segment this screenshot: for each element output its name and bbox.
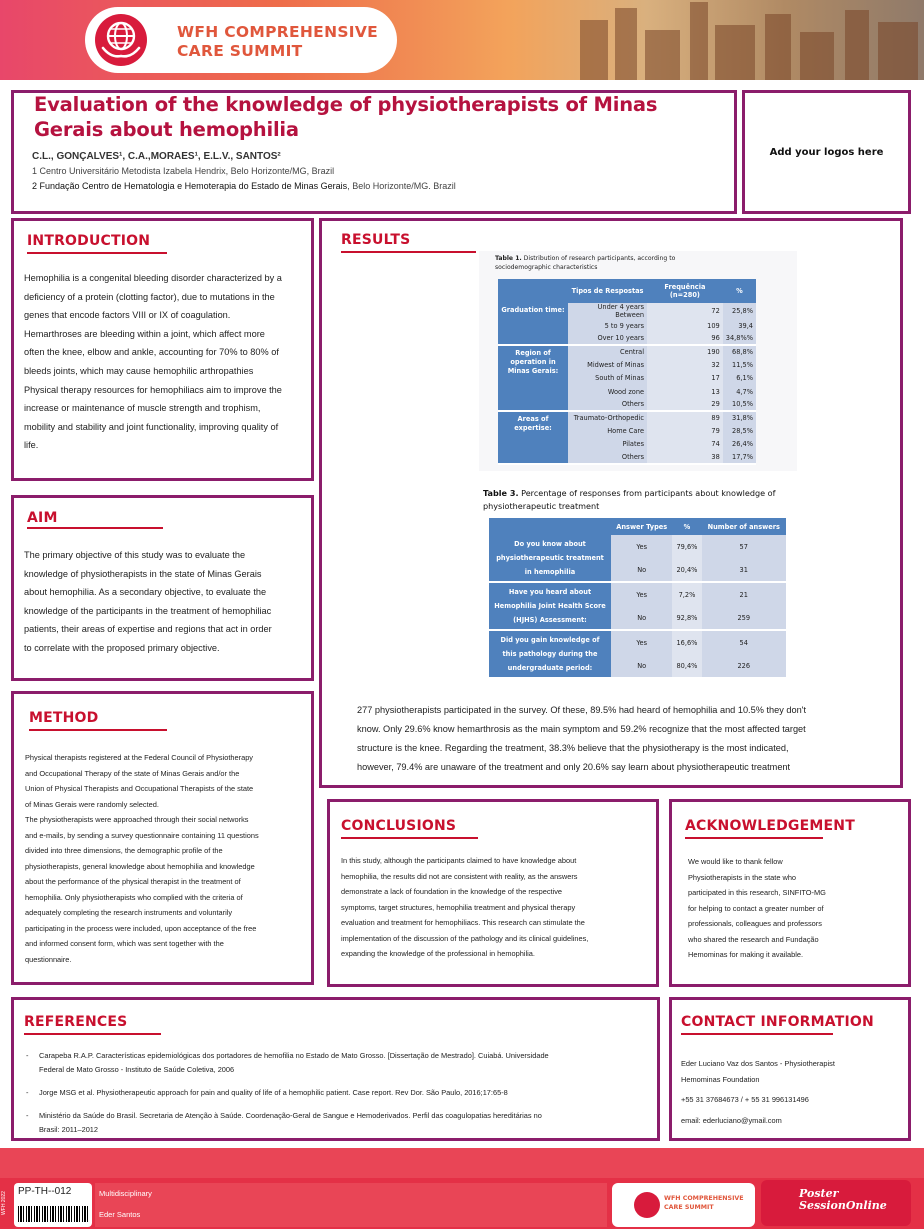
globe-hands-icon <box>634 1192 660 1218</box>
affiliation-1: 1 Centro Universitário Metodista Izabela Hendrix, Belo Horizonte/MG, Brazil <box>32 166 335 176</box>
text-line: participating in the process were included, upon acceptance of the free <box>25 923 257 933</box>
poster-session-line1: Poster <box>799 1187 839 1200</box>
row-group-label: Have you heard about Hemophilia Joint Health Score (HJHS) Assessment: <box>489 582 611 630</box>
conclusions-text <box>341 853 659 962</box>
contact-name: Eder Luciano Vaz dos Santos - Physiotherapist <box>681 1059 835 1068</box>
table-cell: 226 <box>702 654 787 678</box>
text-line: Physiotherapists in the state who <box>688 872 797 882</box>
text-line: 277 physiotherapists participated in the survey. Of these, 89.5% had heard of hemophilia and 10.5% they don't <box>357 705 806 715</box>
text-line: evaluation and treatment for hemophiliacs. This research can stimulate the <box>341 918 585 927</box>
table-cell: 79,6% <box>672 535 701 559</box>
table-cell: Yes <box>611 630 672 654</box>
footer-stripe <box>0 1148 924 1178</box>
footer-bar <box>0 1148 924 1229</box>
table-cell: 20,4% <box>672 559 701 583</box>
heading-underline <box>681 1033 833 1035</box>
text-line: hemophilia, the results did not are consistent with reality, as the answers <box>341 871 578 881</box>
table-cell: 17,7% <box>723 451 756 464</box>
table-cell: 109 <box>647 319 723 332</box>
bullet-icon: - <box>26 1088 29 1097</box>
bullet-icon: - <box>26 1111 29 1120</box>
table-cell: Home Care <box>568 425 647 438</box>
text-line: divided into three dimensions, the demographic profile of the <box>25 846 223 855</box>
aim-section <box>11 495 314 681</box>
affiliation-2 <box>32 181 456 191</box>
footer-summit-line2: CARE SUMMIT <box>664 1204 714 1211</box>
table-cell: 34,8%% <box>723 332 756 345</box>
text-line: and informed consent form, which was sent together with the <box>25 939 224 948</box>
text-line: life. <box>24 440 39 451</box>
table-cell: 39,4 <box>723 319 756 332</box>
table-cell: 190 <box>647 345 723 358</box>
table3-caption-label: Table 3. <box>483 488 519 498</box>
table-row <box>498 411 756 424</box>
method-heading: METHOD <box>29 710 99 726</box>
method-text <box>25 750 315 967</box>
text-line: often the knee, elbow and ankle, accounting for 70% to 80% of <box>24 347 279 358</box>
table-row <box>498 345 756 358</box>
heading-underline <box>341 251 476 253</box>
table-row <box>489 582 786 606</box>
text-line: mobility and stability and joint functionality, improving quality of <box>24 421 279 432</box>
footer-summit-logo <box>612 1183 755 1227</box>
title-box <box>11 90 737 214</box>
table-cell: 28,5% <box>723 425 756 438</box>
text-line: The physiotherapists were approached through their social networks <box>25 815 249 824</box>
table-cell: No <box>611 654 672 678</box>
contact-details <box>681 1056 909 1128</box>
contact-org: Hemominas Foundation <box>681 1074 760 1084</box>
column-header: Number of answers <box>702 518 787 535</box>
text-line: increase or maintenance of muscle strength and trophism, <box>24 403 261 414</box>
category-label: Multidisciplinary <box>99 1189 152 1198</box>
table-cell: Over 10 years <box>568 332 647 345</box>
city-skyline-image <box>560 0 924 80</box>
text-line: demonstrate a lack of foundation in the knowledge of the respective <box>341 887 563 896</box>
text-line: who shared the research and Fundação <box>688 934 819 944</box>
acknowledgement-heading: ACKNOWLEDGEMENT <box>685 818 855 834</box>
summit-logo <box>85 7 397 73</box>
author-label: Eder Santos <box>99 1210 141 1219</box>
table1-caption-label: Table 1. <box>495 255 522 262</box>
side-code: WFH 2022 <box>0 1191 7 1215</box>
table-cell: 11,5% <box>723 359 756 372</box>
reference-line: Federal de Mato Grosso - Instituto de Saúde Coletiva, 2006 <box>39 1065 235 1074</box>
text-line: Hemarthroses are bleeding within a joint, which affect more <box>24 328 265 339</box>
text-line: Physical therapists registered at the Federal Council of Physiotherapy <box>25 753 253 762</box>
table-cell: Central <box>568 345 647 358</box>
contact-email[interactable]: email: ederluciano@ymail.com <box>681 1115 782 1125</box>
references-heading: REFERENCES <box>24 1014 128 1030</box>
table3-caption <box>483 487 775 512</box>
text-line: The primary objective of this study was to evaluate the <box>24 550 246 560</box>
row-group-label: Did you gain knowledge of this pathology during the undergraduate period: <box>489 630 611 678</box>
text-line: Hemominas for making it available. <box>688 950 804 959</box>
text-line: to correlate with the proposed primary objective. <box>24 642 220 653</box>
barcode <box>18 1206 88 1222</box>
table-cell: 96 <box>647 332 723 345</box>
table-cell: 6,1% <box>723 372 756 385</box>
table-cell: Others <box>568 451 647 464</box>
table1 <box>498 279 756 465</box>
text-line: adequately completing the research instruments and voluntarily <box>25 908 233 917</box>
text-line: Physical therapy resources for hemophiliacs aim to improve the <box>24 384 282 395</box>
table-cell: 7,2% <box>672 582 701 606</box>
title-line1: Evaluation of the knowledge of physiotherapists of Minas <box>34 93 658 116</box>
poster-code: PP-TH--012 <box>18 1186 72 1197</box>
table-cell: Midwest of Minas <box>568 359 647 372</box>
text-line: patients, their areas of expertise and regions that act in order <box>24 624 272 635</box>
text-line: know. Only 29.6% know hemarthrosis as the main symptom and 59.2% recognize that the most affected target <box>357 724 806 734</box>
table-row <box>489 535 786 559</box>
table3-caption-line2: physiotherapeutic treatment <box>483 500 600 511</box>
table-cell: 16,6% <box>672 630 701 654</box>
table-cell: South of Minas <box>568 372 647 385</box>
table-cell: 29 <box>647 398 723 411</box>
table3-caption-line1: Percentage of responses from participants about knowledge of <box>518 488 776 498</box>
table-cell: 10,5% <box>723 398 756 411</box>
table-cell: Pilates <box>568 438 647 451</box>
table-row <box>489 630 786 654</box>
text-line: physiotherapists, general knowledge about hemophilia and knowledge <box>25 861 255 871</box>
poster-title <box>34 92 657 142</box>
text-line: and Occupational Therapy of the state of Minas Gerais and/or the <box>25 768 240 778</box>
introduction-section <box>11 218 314 481</box>
table-cell: 26,4% <box>723 438 756 451</box>
summit-name-line1: WFH COMPREHENSIVE <box>177 23 379 41</box>
text-line: questionnaire. <box>25 954 72 964</box>
table-header-row <box>498 279 756 303</box>
table-cell: 54 <box>702 630 787 654</box>
references-list <box>24 1049 654 1146</box>
contact-phone: +55 31 37684673 / + 55 31 996131496 <box>681 1095 809 1104</box>
reference-line: Ministério da Saúde do Brasil. Secretaria de Atenção à Saúde. Coordenação-Geral de Sangue e Hemoderivados. Perfil das coagulopatias hereditárias no <box>39 1111 542 1120</box>
title-line2: Gerais about hemophilia <box>34 118 299 141</box>
text-line: In this study, although the participants claimed to have knowledge about <box>341 856 577 865</box>
text-line: and e-mails, by sending a survey questionnaire containing 11 questions <box>25 830 259 840</box>
table-cell: 80,4% <box>672 654 701 678</box>
heading-underline <box>341 837 478 839</box>
table-cell: No <box>611 559 672 583</box>
table-cell: 4,7% <box>723 385 756 398</box>
table-cell: 21 <box>702 582 787 606</box>
text-line: about hemophilia. As a secondary objective, to evaluate the <box>24 587 267 598</box>
row-group-label: Graduation time: <box>498 303 568 345</box>
table-cell: 13 <box>647 385 723 398</box>
table-cell: 259 <box>702 606 787 630</box>
column-header: % <box>672 518 701 535</box>
table3 <box>489 518 786 679</box>
text-line: however, 79.4% are unaware of the treatment and only 20.6% say learn about physiotherapeutic treatment <box>357 762 791 772</box>
method-section <box>11 691 314 985</box>
reference-line: Carapeba R.A.P. Características epidemiológicas dos portadores de hemofilia no Estado de Mato Grosso. [Dissertação de Mestrado]. Cuiabá. Universidade <box>39 1051 549 1060</box>
column-header <box>498 279 568 303</box>
footer-summit-line1: WFH COMPREHENSIVE <box>664 1195 744 1202</box>
column-header <box>489 518 611 535</box>
authors: C.L., GONÇALVES¹, C.A.,MORAES¹, E.L.V., SANTOS² <box>32 151 281 162</box>
table1-panel <box>479 251 797 471</box>
text-line: professionals, colleagues and professors <box>688 919 822 928</box>
heading-underline <box>24 1033 161 1035</box>
table1-caption-line2: sociodemographic characteristics <box>495 264 598 271</box>
introduction-text <box>24 269 314 455</box>
table-cell: 32 <box>647 359 723 372</box>
logos-box <box>742 90 911 214</box>
text-line: participated in this research, SINFITO-MG <box>688 888 826 897</box>
table-cell: 25,8% <box>723 303 756 319</box>
reference-line: Brasil: 2011–2012 <box>39 1125 99 1134</box>
poster-code-box <box>14 1183 92 1227</box>
column-header: Answer Types <box>611 518 672 535</box>
text-line: implementation of the discussion of the pathology and its clinical guidelines, <box>341 933 589 943</box>
text-line: Hemophilia is a congenital bleeding disorder characterized by a <box>24 273 282 283</box>
text-line: Union of Physical Therapists and Occupational Therapists of the state <box>25 784 254 793</box>
table1-caption-line1: Distribution of research participants, according to <box>521 255 676 262</box>
poster-session-logo <box>761 1180 911 1226</box>
column-header: Tipos de Respostas <box>568 279 647 303</box>
table-cell: 57 <box>702 535 787 559</box>
table-cell: 31,8% <box>723 411 756 424</box>
table-cell: No <box>611 606 672 630</box>
text-line: genes that encode factors VIII or IX of coagulation. <box>24 310 231 321</box>
table-header-row <box>489 518 786 535</box>
aim-text <box>24 546 314 658</box>
column-header: Frequência (n=280) <box>647 279 723 303</box>
row-group-label: Region of operation in Minas Gerais: <box>498 345 568 411</box>
table-cell: 68,8% <box>723 345 756 358</box>
category-box <box>95 1183 607 1227</box>
text-line: for helping to contact a greater number of <box>688 903 824 913</box>
row-group-label: Areas of expertise: <box>498 411 568 464</box>
table-cell: 38 <box>647 451 723 464</box>
text-line: of Minas Gerais were randomly selected. <box>25 799 159 809</box>
text-line: expanding the knowledge of the professional in hemophilia. <box>341 949 535 958</box>
column-header: % <box>723 279 756 303</box>
introduction-heading: INTRODUCTION <box>27 233 151 249</box>
affiliation-2-location: , Belo Horizonte/MG. Brazil <box>347 181 456 191</box>
text-line: structure is the knee. Regarding the treatment, 38.3% believe that the physiotherapy is the most indicated, <box>357 743 789 753</box>
table-cell: 89 <box>647 411 723 424</box>
table-cell: 79 <box>647 425 723 438</box>
results-summary <box>357 701 897 777</box>
table-cell: Under 4 years Between <box>568 303 647 319</box>
table-cell: 31 <box>702 559 787 583</box>
heading-underline <box>27 527 163 529</box>
reference-item <box>24 1109 654 1137</box>
acknowledgement-text <box>688 854 908 963</box>
table-cell: Traumato-Orthopedic <box>568 411 647 424</box>
heading-underline <box>29 729 167 731</box>
text-line: knowledge of the participants in the treatment of hemophiliac <box>24 605 272 616</box>
reference-item <box>24 1049 654 1077</box>
conclusions-heading: CONCLUSIONS <box>341 818 457 834</box>
results-section <box>319 218 903 788</box>
table-cell: 17 <box>647 372 723 385</box>
acknowledgement-section <box>669 799 911 987</box>
heading-underline <box>27 252 167 254</box>
table-cell: Yes <box>611 535 672 559</box>
text-line: symptoms, target structures, hemophilia treatment and physical therapy <box>341 902 576 912</box>
poster-session-line2: SessionOnline <box>799 1199 887 1212</box>
reference-item <box>24 1086 654 1100</box>
logos-placeholder: Add your logos here <box>769 147 884 158</box>
reference-line: Jorge MSG et al. Physiotherapeutic approach for pain and quality of life of a hemophilic patient. Case report. Rev Dor. São Paulo, 2016;17:65-8 <box>39 1088 508 1097</box>
table-cell: 74 <box>647 438 723 451</box>
row-group-label: Do you know about physiotherapeutic treatment in hemophilia <box>489 535 611 582</box>
aim-heading: AIM <box>27 510 58 526</box>
table-cell: 92,8% <box>672 606 701 630</box>
header-banner <box>0 0 924 80</box>
table-cell: 72 <box>647 303 723 319</box>
results-heading: RESULTS <box>341 232 411 248</box>
conclusions-section <box>327 799 659 987</box>
text-line: We would like to thank fellow <box>688 857 783 866</box>
text-line: hemophilia. Only physiotherapists who complied with the criteria of <box>25 892 243 902</box>
table1-caption <box>495 254 675 272</box>
contact-heading: CONTACT INFORMATION <box>681 1014 874 1030</box>
text-line: knowledge of physiotherapists in the state of Minas Gerais <box>24 568 262 579</box>
table-cell: 5 to 9 years <box>568 319 647 332</box>
table-row <box>498 303 756 319</box>
table-cell: Others <box>568 398 647 411</box>
contact-section <box>669 997 911 1141</box>
text-line: deficiency of a protein (clotting factor), due to mutations in the <box>24 291 275 302</box>
summit-name-line2: CARE SUMMIT <box>177 42 303 60</box>
text-line: about the performance of the physical therapist in the treatment of <box>25 877 241 886</box>
affiliation-2-institution: 2 Fundação Centro de Hematologia e Hemoterapia do Estado de Minas Gerais <box>32 181 348 191</box>
table-cell: Wood zone <box>568 385 647 398</box>
heading-underline <box>685 837 823 839</box>
table-cell: Yes <box>611 582 672 606</box>
references-section <box>11 997 660 1141</box>
text-line: bleeds joints, which may cause hemophilic arthropathies <box>24 365 254 376</box>
globe-hands-icon <box>95 14 147 66</box>
bullet-icon: - <box>26 1051 29 1060</box>
